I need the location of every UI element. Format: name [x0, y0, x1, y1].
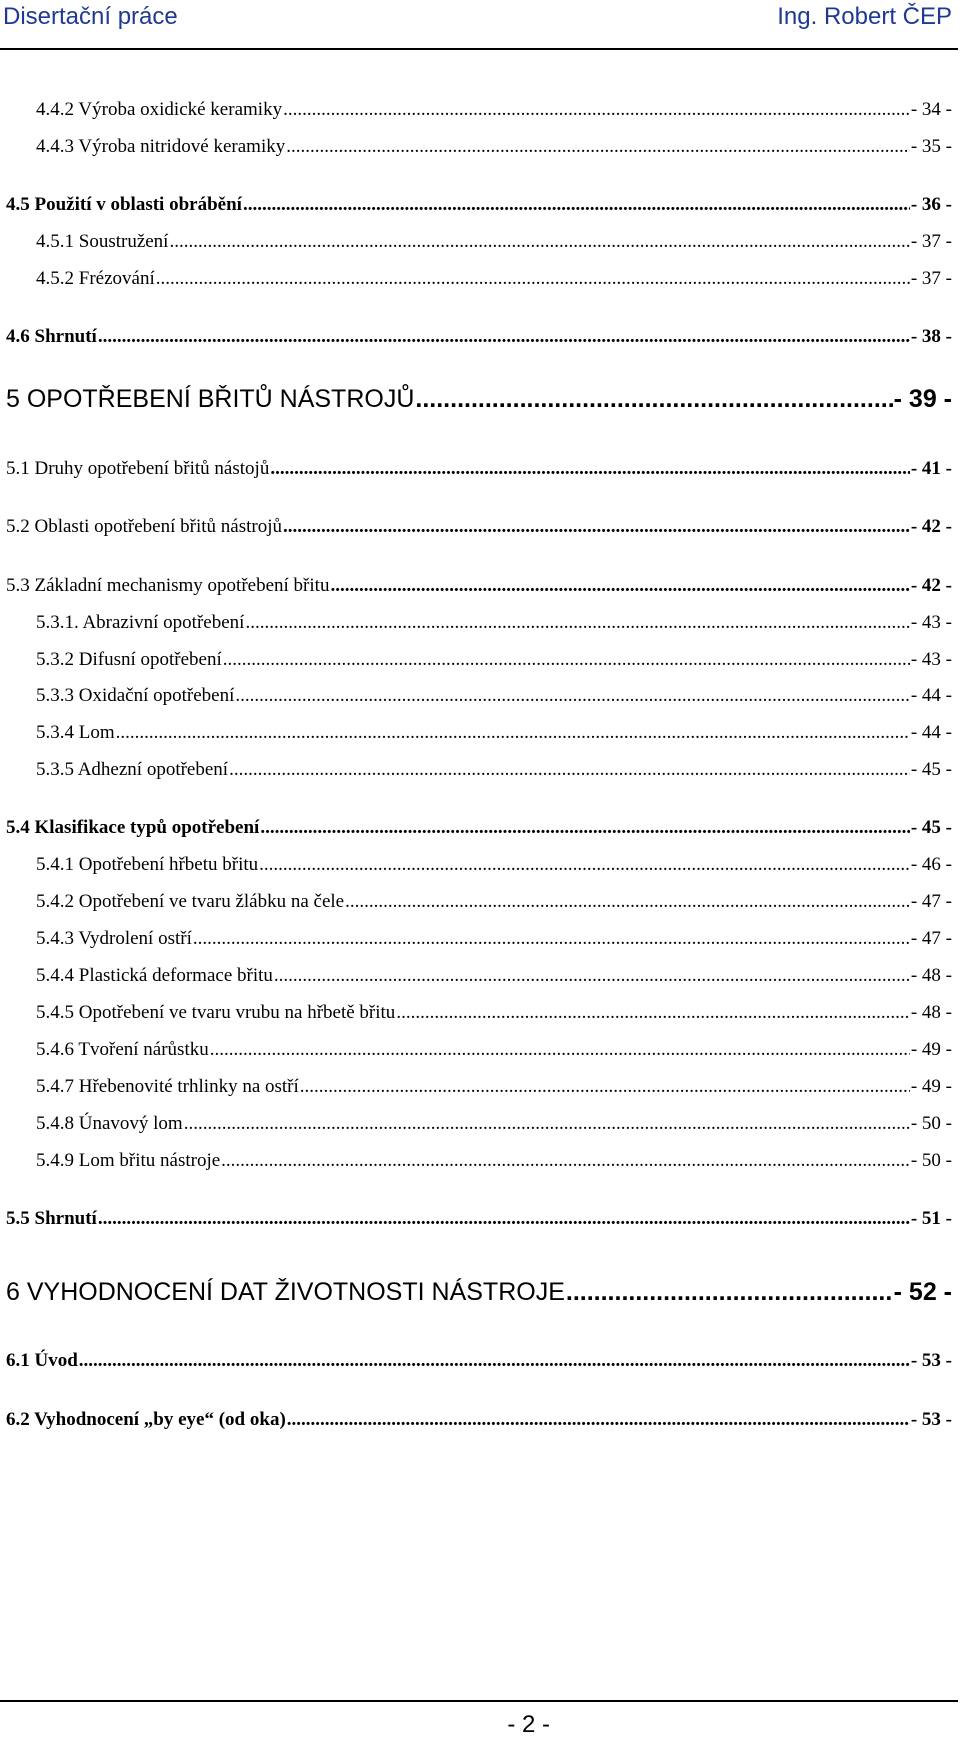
toc-leader	[330, 576, 909, 595]
toc-entry-title: 5.3.2 Difusní opotřebení	[36, 649, 222, 670]
toc-leader	[245, 613, 909, 632]
table-of-contents	[6, 0, 952, 1752]
toc-entry-page: - 43 -	[910, 649, 952, 670]
toc-entry-title: 6.1 Úvod	[6, 1350, 78, 1371]
toc-leader	[223, 650, 910, 669]
toc-leader	[396, 1003, 910, 1022]
toc-entry-title: 4.5 Použití v oblasti obrábění	[6, 194, 242, 215]
toc-entry-4-4-2[interactable]	[36, 100, 952, 119]
toc-entry-chapter-6[interactable]	[6, 1280, 952, 1305]
toc-entry-4-5-2[interactable]	[36, 269, 952, 288]
toc-entry-title: 6.2 Vyhodnocení „by eye“ (od oka)	[6, 1409, 286, 1430]
toc-leader	[345, 892, 910, 911]
toc-leader	[270, 459, 910, 478]
toc-entry-page: - 38 -	[910, 326, 952, 347]
toc-entry-title: 5.4.2 Opotřebení ve tvaru žlábku na čele	[36, 891, 345, 912]
toc-entry-5-4-5[interactable]	[36, 1003, 952, 1022]
toc-entry-5-4[interactable]	[6, 818, 952, 837]
toc-entry-page: - 44 -	[910, 722, 952, 743]
toc-leader	[566, 1280, 893, 1305]
toc-leader	[98, 327, 910, 346]
toc-entry-5-4-4[interactable]	[36, 966, 952, 985]
toc-entry-title: 5 OPOTŘEBENÍ BŘITŮ NÁSTROJŮ	[6, 385, 415, 413]
toc-entry-title: 5.3.3 Oxidační opotřebení	[36, 685, 235, 706]
toc-entry-5-4-8[interactable]	[36, 1114, 952, 1133]
toc-entry-page: - 39 -	[893, 385, 952, 413]
toc-entry-page: - 42 -	[910, 516, 952, 537]
toc-entry-title: 5.3.1. Abrazivní opotřebení	[36, 612, 245, 633]
toc-entry-page: - 51 -	[910, 1208, 952, 1229]
toc-entry-page: - 36 -	[910, 194, 952, 215]
toc-leader	[229, 760, 910, 779]
toc-entry-page: - 43 -	[910, 612, 952, 633]
toc-entry-page: - 48 -	[910, 965, 952, 986]
toc-entry-title: 5.5 Shrnutí	[6, 1208, 97, 1229]
toc-leader	[287, 1410, 910, 1429]
toc-leader	[116, 723, 910, 742]
toc-entry-page: - 42 -	[910, 575, 952, 596]
toc-entry-title: 4.5.2 Frézování	[36, 268, 155, 289]
toc-entry-5-3-5[interactable]	[36, 760, 952, 779]
toc-entry-title: 4.5.1 Soustružení	[36, 231, 169, 252]
toc-entry-page: - 34 -	[910, 99, 952, 120]
toc-entry-page: - 46 -	[910, 854, 952, 875]
toc-entry-page: - 50 -	[910, 1113, 952, 1134]
toc-entry-title: 5.4.4 Plastická deformace břitu	[36, 965, 273, 986]
toc-leader	[300, 1077, 910, 1096]
toc-entry-5-1[interactable]	[6, 459, 952, 478]
toc-entry-page: - 44 -	[910, 685, 952, 706]
toc-entry-4-4-3[interactable]	[36, 137, 952, 156]
toc-leader	[235, 686, 909, 705]
toc-entry-title: 5.3.5 Adhezní opotřebení	[36, 759, 229, 780]
toc-entry-4-5-1[interactable]	[36, 232, 952, 251]
toc-entry-title: 4.6 Shrnutí	[6, 326, 97, 347]
toc-entry-title: 5.4.8 Únavový lom	[36, 1113, 183, 1134]
toc-leader	[274, 966, 910, 985]
toc-entry-page: - 45 -	[910, 759, 952, 780]
toc-leader	[98, 1209, 910, 1228]
toc-entry-4-6[interactable]	[6, 327, 952, 346]
toc-leader	[260, 818, 910, 837]
toc-entry-5-4-1[interactable]	[36, 855, 952, 874]
toc-entry-5-2[interactable]	[6, 517, 952, 536]
toc-entry-page: - 37 -	[910, 231, 952, 252]
toc-entry-title: 5.4.6 Tvoření nárůstku	[36, 1039, 209, 1060]
toc-entry-page: - 49 -	[910, 1076, 952, 1097]
toc-entry-5-3-1[interactable]	[36, 613, 952, 632]
toc-leader	[169, 232, 909, 251]
toc-entry-chapter-5[interactable]	[6, 387, 952, 412]
toc-leader	[259, 855, 910, 874]
toc-entry-title: 6 VYHODNOCENÍ DAT ŽIVOTNOSTI NÁSTROJE	[6, 1278, 565, 1306]
toc-entry-5-5[interactable]	[6, 1209, 952, 1228]
toc-leader	[193, 929, 910, 948]
toc-entry-5-3-3[interactable]	[36, 686, 952, 705]
toc-entry-title: 4.4.3 Výroba nitridové keramiky	[36, 136, 286, 157]
page-number: - 2 -	[507, 1711, 550, 1738]
toc-entry-5-4-3[interactable]	[36, 929, 952, 948]
toc-entry-title: 5.3.4 Lom	[36, 722, 115, 743]
toc-entry-title: 4.4.2 Výroba oxidické keramiky	[36, 99, 283, 120]
toc-leader	[415, 387, 892, 412]
toc-entry-page: - 41 -	[910, 458, 952, 479]
toc-entry-page: - 47 -	[910, 891, 952, 912]
toc-entry-page: - 48 -	[910, 1002, 952, 1023]
toc-entry-6-2[interactable]	[6, 1410, 952, 1429]
toc-entry-5-3-2[interactable]	[36, 650, 952, 669]
toc-leader	[283, 517, 910, 536]
toc-entry-5-3[interactable]	[6, 576, 952, 595]
toc-entry-page: - 35 -	[910, 136, 952, 157]
toc-leader	[243, 195, 910, 214]
toc-entry-title: 5.2 Oblasti opotřebení břitů nástrojů	[6, 516, 282, 537]
toc-entry-title: 5.4.5 Opotřebení ve tvaru vrubu na hřbetě břitu	[36, 1002, 396, 1023]
toc-entry-title: 5.1 Druhy opotřebení břitů nástojů	[6, 458, 270, 479]
toc-leader	[221, 1151, 910, 1170]
footer-divider	[0, 1700, 958, 1702]
toc-entry-5-4-2[interactable]	[36, 892, 952, 911]
toc-leader	[156, 269, 910, 288]
toc-entry-title: 5.4 Klasifikace typů opotřebení	[6, 817, 260, 838]
toc-entry-6-1[interactable]	[6, 1351, 952, 1370]
header-author: Ing. Robert ČEP	[777, 3, 952, 30]
toc-leader	[283, 100, 910, 119]
toc-entry-5-4-9[interactable]	[36, 1151, 952, 1170]
toc-entry-title: 5.4.7 Hřebenovité trhlinky na ostří	[36, 1076, 299, 1097]
toc-entry-page: - 47 -	[910, 928, 952, 949]
toc-entry-page: - 53 -	[910, 1350, 952, 1371]
toc-entry-5-3-4[interactable]	[36, 723, 952, 742]
toc-entry-page: - 37 -	[910, 268, 952, 289]
toc-entry-page: - 45 -	[910, 817, 952, 838]
toc-leader	[184, 1114, 910, 1133]
toc-entry-5-4-7[interactable]	[36, 1077, 952, 1096]
toc-leader	[210, 1040, 910, 1059]
toc-entry-4-5[interactable]	[6, 195, 952, 214]
toc-entry-page: - 50 -	[910, 1150, 952, 1171]
header-document-type: Disertační práce	[3, 3, 178, 30]
toc-entry-page: - 49 -	[910, 1039, 952, 1060]
toc-entry-title: 5.3 Základní mechanismy opotřebení břitu	[6, 575, 330, 596]
toc-entry-title: 5.4.1 Opotřebení hřbetu břitu	[36, 854, 259, 875]
toc-entry-title: 5.4.3 Vydrolení ostří	[36, 928, 192, 949]
toc-entry-page: - 52 -	[893, 1278, 952, 1306]
toc-entry-5-4-6[interactable]	[36, 1040, 952, 1059]
toc-entry-page: - 53 -	[910, 1409, 952, 1430]
toc-entry-title: 5.4.9 Lom břitu nástroje	[36, 1150, 221, 1171]
toc-leader	[286, 137, 910, 156]
toc-leader	[79, 1351, 910, 1370]
